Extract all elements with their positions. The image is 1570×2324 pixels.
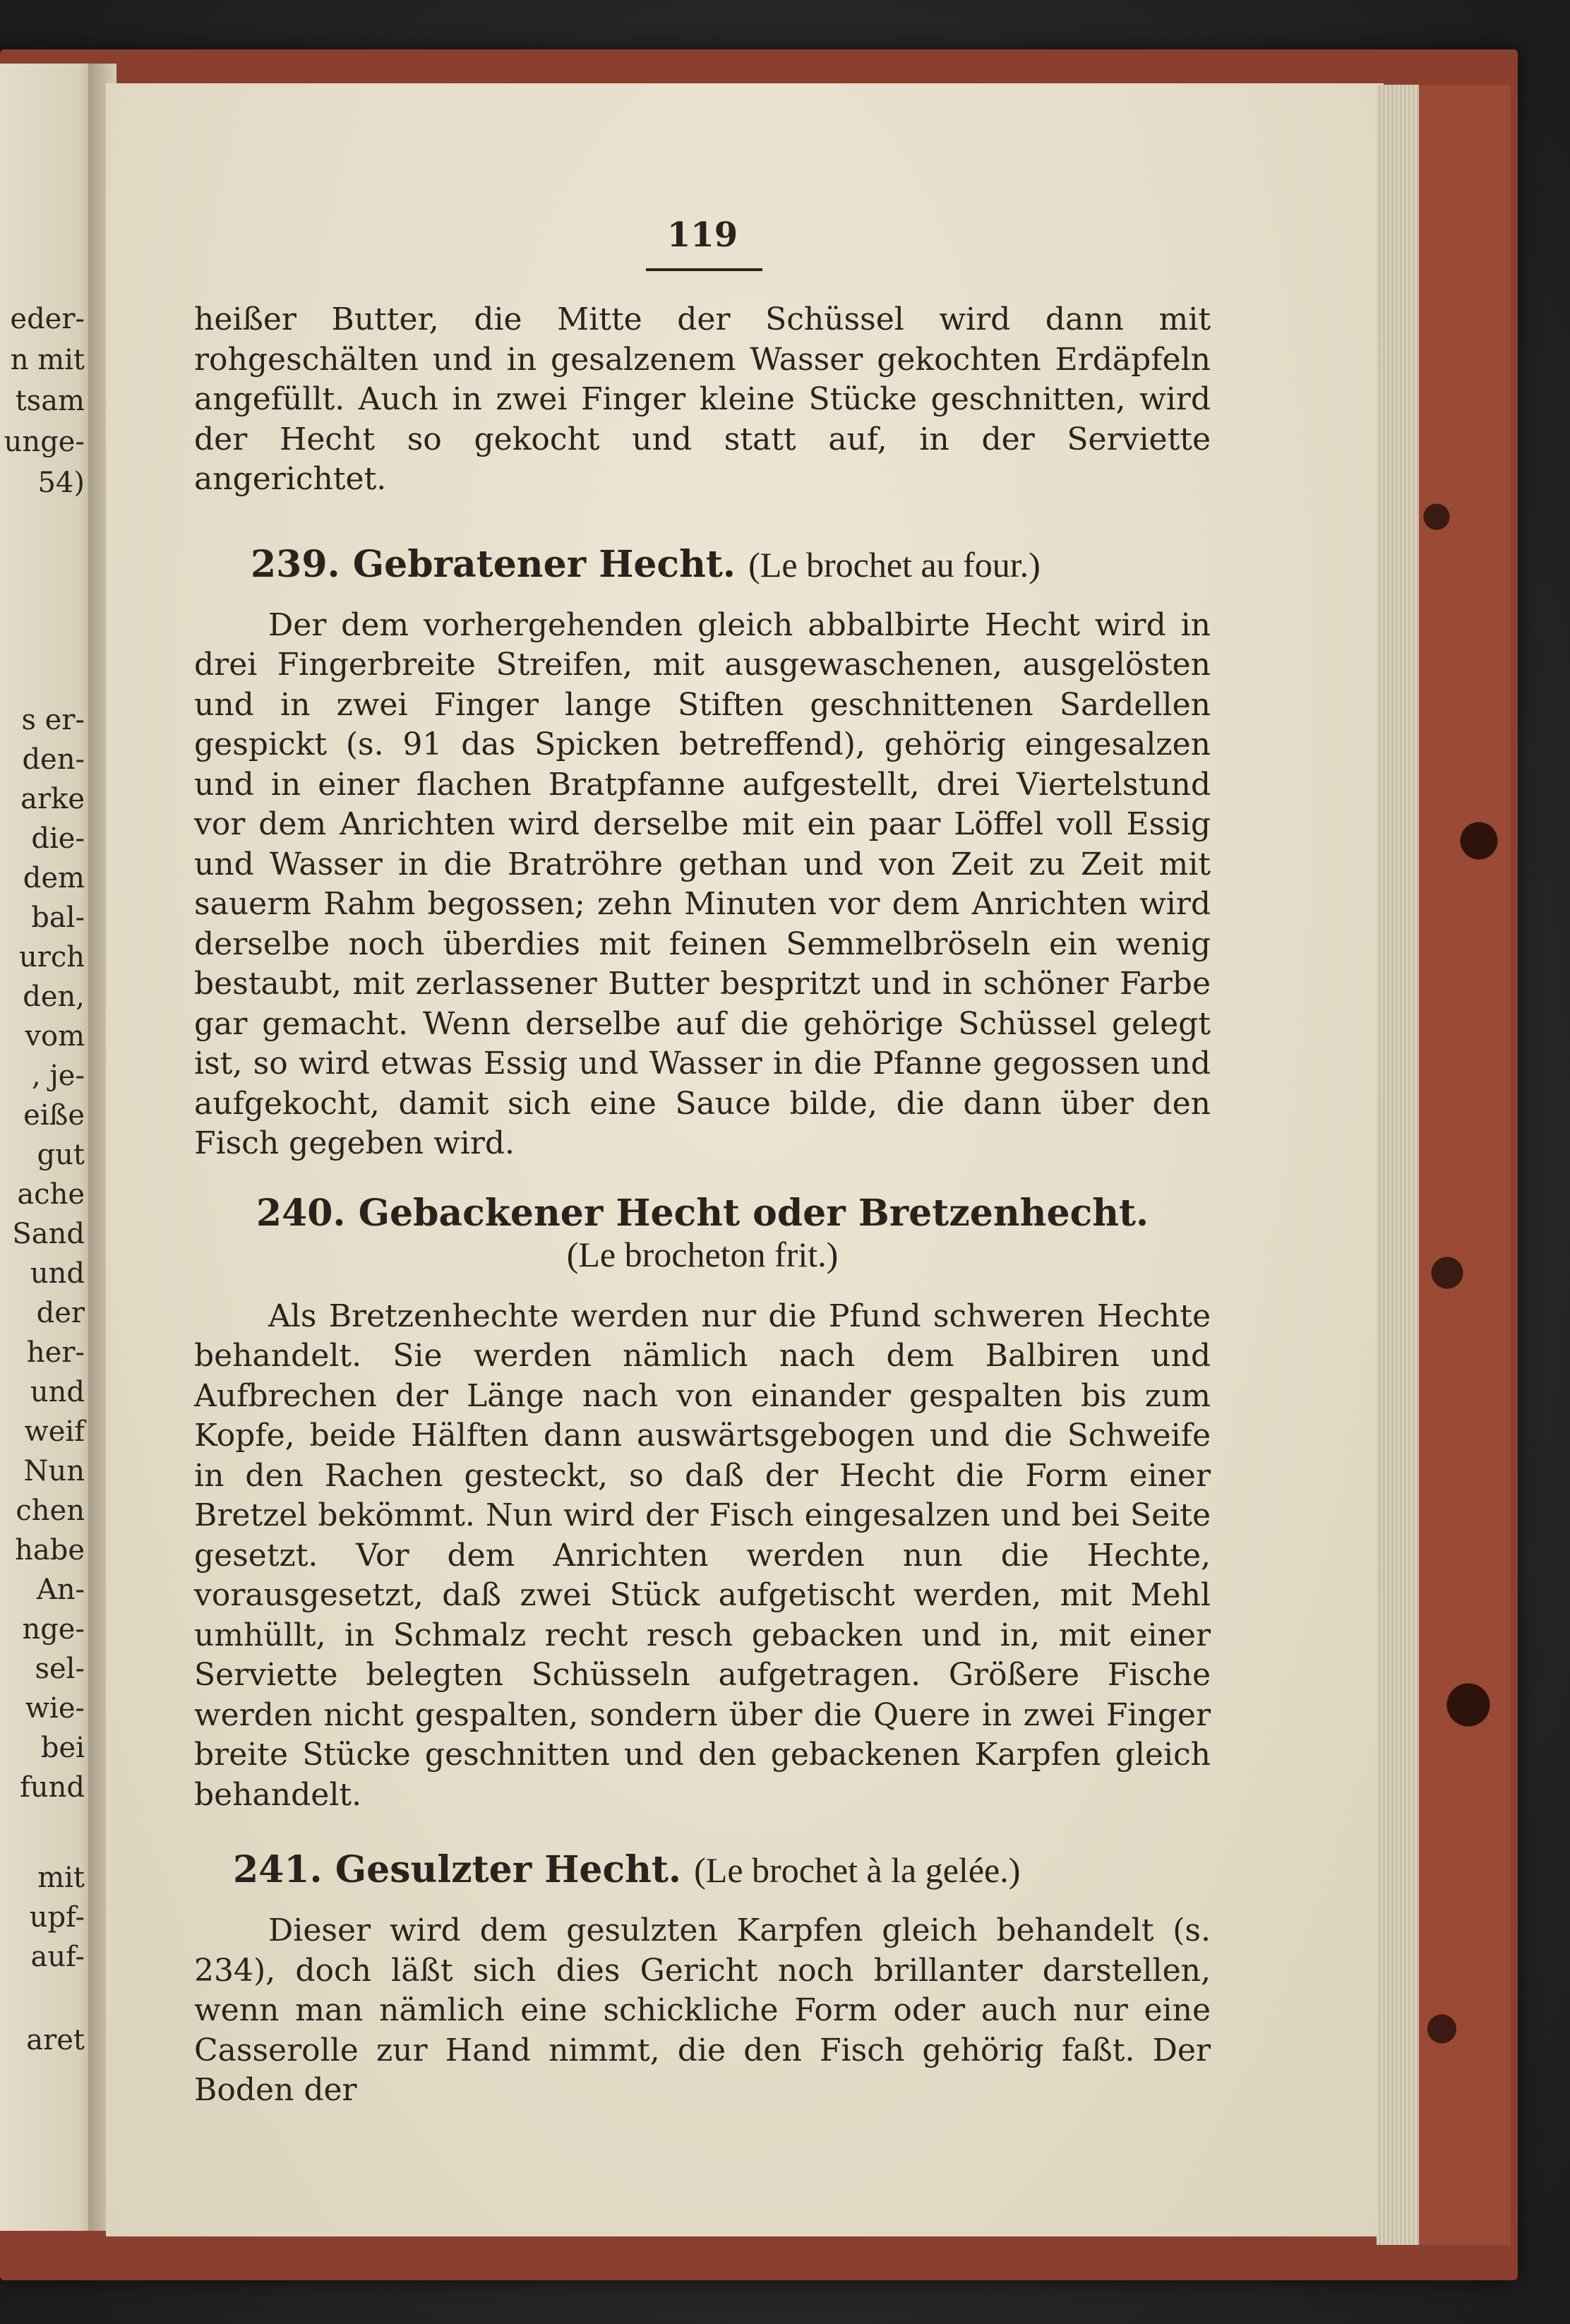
recipe-heading-240 xyxy=(194,1192,1211,1235)
recipe-body-241: Dieser wird dem gesulzten Karpfen gleich behandelt (s. 234), doch läßt sich dies Gericht noch brillanter darstellen, wenn man nämlich eine schickliche Form oder auch nur eine Casserolle zur Hand nimmt, die den Fisch gehörig faßt. Der Boden der xyxy=(194,1912,1211,2108)
left-fragment: fund xyxy=(20,1771,85,1804)
left-fragment: auf- xyxy=(30,1941,85,1973)
recipe-french-title: (Le brocheton frit.) xyxy=(566,1234,839,1274)
left-fragment: eder- xyxy=(10,303,85,335)
left-fragment: Sand xyxy=(12,1218,85,1250)
left-fragment: weif xyxy=(24,1415,85,1448)
left-fragment: nge- xyxy=(22,1613,85,1646)
recipe-heading-239 xyxy=(251,544,1211,586)
left-fragment: sel- xyxy=(35,1653,85,1685)
left-fragment: her- xyxy=(26,1336,85,1369)
left-fragment: s er- xyxy=(21,704,85,736)
left-fragment: eiße xyxy=(23,1099,85,1132)
left-fragment: arke xyxy=(20,783,85,815)
left-fragment: den, xyxy=(23,981,85,1013)
recipe-french-title: (Le brochet au four.) xyxy=(748,544,1041,585)
left-fragment: Nun xyxy=(23,1455,85,1487)
page-number: 119 xyxy=(666,215,738,255)
recipe-title: Gesulzter Hecht. xyxy=(335,1848,682,1891)
recipe-title: Gebackener Hecht oder Bretzenhecht. xyxy=(358,1191,1149,1235)
left-fragment: , je- xyxy=(31,1060,85,1092)
left-fragment: habe xyxy=(15,1534,85,1567)
left-fragment: wie- xyxy=(25,1692,85,1725)
left-fragment: mit xyxy=(37,1862,85,1894)
recipe-body-240: Als Bretzenhechte werden nur die Pfund schweren Hechte behandelt. Sie werden nämlich nach dem Balbiren und Aufbrechen der Länge nach von einander gespalten bis zum Kopfe, beide Hälften dann auswärtsgebogen und die Schweife in den Rachen gesteckt, so daß der Hecht die Form einer Bretzel bekömmt. Nun wird der Fisch eingesalzen und bei Seite gesetzt. Vor dem Anrichten werden nun die Hechte, vorausgesetzt, daß zwei Stück aufgetischt werden, mit Mehl umhüllt, in Schmalz recht resch gebacken und in, mit einer Serviette belegten Schüsseln aufgetragen. Größere Fische werden nicht gespalten, sondern über die Quere in zwei Finger breite Stücke geschnitten und den gebackenen Karpfen gleich behandelt. xyxy=(194,1298,1211,1813)
marbled-cover-edge xyxy=(1405,85,1511,2245)
left-fragment: chen xyxy=(16,1495,85,1527)
left-fragment: bei xyxy=(40,1732,85,1764)
left-fragment: An- xyxy=(36,1574,85,1606)
recipe-number: 239. xyxy=(251,542,340,586)
left-fragment: vom xyxy=(25,1020,85,1053)
recipe-title: Gebratener Hecht. xyxy=(352,542,736,586)
recipe-number: 241. xyxy=(233,1848,323,1891)
left-fragment: den- xyxy=(22,743,85,776)
page-edges xyxy=(1377,85,1419,2245)
left-fragment: und xyxy=(30,1376,85,1408)
left-fragment: und xyxy=(30,1257,85,1290)
recipe-body-239: Der dem vorhergehenden gleich abbalbirte Hecht wird in drei Fingerbreite Streifen, mit ausgewaschenen, ausgelösten und in zwei Finger lange Stiften geschnittenen Sardellen gespickt (s. 91 das Spicken betreffend), gehörig eingesalzen und in einer flachen Bratpfanne aufgestellt, drei Viertelstund vor dem Anrichten wird derselbe mit ein paar Löffel voll Essig und Wasser in die Bratröhre gethan und von Zeit zu Zeit mit sauerm Rahm begossen; zehn Minuten vor dem Anrichten wird derselbe noch überdies mit feinen Semmelbröseln ein wenig bestaubt, mit zerlassener Butter bespritzt und in schöner Farbe gar gemacht. Wenn derselbe auf die gehörige Schüssel gelegt ist, so wird etwas Essig und Wasser in die Pfanne gegossen und aufgekocht, damit sich eine Sauce bilde, die dann über den Fisch gegeben wird. xyxy=(194,606,1211,1161)
left-fragment: bal- xyxy=(31,902,85,934)
left-fragment: tsam xyxy=(15,385,85,417)
left-fragment: 54) xyxy=(37,467,85,499)
left-fragment: der xyxy=(36,1297,85,1329)
left-fragment: dem xyxy=(23,862,85,894)
left-fragment: unge- xyxy=(4,426,85,458)
intro-paragraph: heißer Butter, die Mitte der Schüssel wird dann mit rohgeschälten und in gesalzenem Wasser gekochten Erdäpfeln angefüllt. Auch in zwei Finger kleine Stücke geschnitten, wird der Hecht so gekocht und statt auf, in der Serviette angerichtet. xyxy=(194,301,1211,497)
page-number-rule xyxy=(646,268,762,271)
recipe-heading-241 xyxy=(233,1849,1211,1891)
recipe-number: 240. xyxy=(256,1191,346,1235)
recipe-french-title: (Le brochet à la gelée.) xyxy=(694,1850,1021,1890)
left-fragment: ache xyxy=(17,1178,85,1211)
left-fragment: n mit xyxy=(10,344,85,376)
left-page-text-fragments xyxy=(0,0,92,2324)
left-fragment: urch xyxy=(18,941,85,974)
left-fragment: aret xyxy=(26,2024,85,2056)
left-fragment: upf- xyxy=(29,1901,85,1934)
page-content xyxy=(194,300,1211,2111)
left-fragment: gut xyxy=(37,1139,85,1171)
left-fragment: die- xyxy=(31,822,85,855)
